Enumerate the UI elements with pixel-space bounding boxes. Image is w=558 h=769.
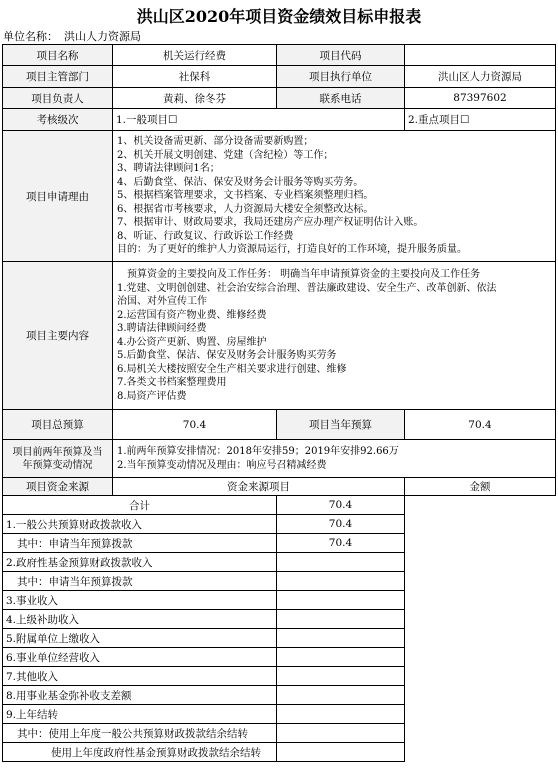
funds-row-name: 9.上年结转 bbox=[3, 705, 277, 724]
funds-row-amount: 70.4 bbox=[277, 496, 405, 515]
unit-label: 单位名称： bbox=[3, 30, 58, 43]
total-budget-label: 项目总预算 bbox=[3, 410, 113, 440]
reason-line: 4、后勤食堂、保洁、保安及财务会计服务等购买劳务。 bbox=[117, 176, 364, 188]
funds-row-name: 2.政府性基金预算财政拨款收入 bbox=[3, 553, 277, 572]
funds-row bbox=[3, 705, 556, 724]
total-budget-value: 70.4 bbox=[113, 410, 277, 440]
funds-source-label: 项目资金来源 bbox=[3, 478, 113, 496]
dept-label: 项目主管部门 bbox=[3, 66, 113, 88]
funds-row-amount bbox=[277, 648, 405, 667]
content-line: 5.后勤食堂、保洁、保安及财务会计服务购买劳务 bbox=[117, 350, 337, 361]
reason-line: 7、根据审计、财政局要求，我局还建房产应办理产权证明估计入账。 bbox=[117, 217, 424, 229]
form-title: 洪山区2020年项目资金绩效目标申报表 bbox=[136, 6, 422, 26]
reason-line: 3、聘请法律顾问1名； bbox=[117, 163, 220, 175]
reason-label: 项目申请理由 bbox=[3, 131, 113, 262]
funds-row-name: 6.事业单位经营收入 bbox=[3, 648, 277, 667]
reason-line: 2、机关开展文明创建、党建（含纪检）等工作； bbox=[117, 149, 334, 161]
prev-line: 2.当年预算变动情况及理由：响应号召精减经费 bbox=[117, 459, 327, 471]
funds-row-amount bbox=[277, 743, 405, 762]
level-option-key[interactable]: 2.重点项目☐ bbox=[405, 109, 556, 131]
funds-row-name: 合计 bbox=[3, 496, 277, 515]
project-code-value bbox=[405, 45, 556, 66]
funds-row bbox=[3, 743, 556, 762]
funds-header-source: 资金来源项目 bbox=[113, 478, 405, 496]
funds-row-name: 5.附属单位上缴收入 bbox=[3, 629, 277, 648]
content-line: 7.各类文书档案整理费用 bbox=[117, 377, 227, 388]
reason-line: 6、根据省市考核要求，人力资源局大楼安全须整改达标。 bbox=[117, 203, 374, 215]
funds-row-name: 使用上年度政府性基金预算财政拨款结余结转 bbox=[3, 743, 277, 762]
funds-row-amount bbox=[277, 724, 405, 743]
content-label: 项目主要内容 bbox=[3, 262, 113, 410]
content-line: 1.党建、文明创创建、社会治安综合治理、普法廉政建设、安全生产、改革创新、依法 bbox=[117, 282, 497, 294]
phone-label: 联系电话 bbox=[277, 88, 405, 109]
funds-row-amount bbox=[277, 667, 405, 686]
funds-row bbox=[3, 572, 556, 591]
content-line: 8.局资产评估费 bbox=[117, 390, 187, 402]
funds-row-name: 1.一般公共预算财政拨款收入 bbox=[3, 515, 277, 534]
reason-line: 1、机关设备需更新、部分设备需要新购置； bbox=[117, 136, 314, 148]
reason-line: 目的：为了更好的维护人力资源局运行，打造良好的工作环境，提升服务质量。 bbox=[117, 244, 467, 256]
funds-row-name: 其中：申请当年预算拨款 bbox=[3, 534, 277, 553]
leader-value: 黄莉、徐冬芬 bbox=[113, 88, 277, 109]
funds-row-amount bbox=[277, 629, 405, 648]
funds-row bbox=[3, 610, 556, 629]
funds-row bbox=[3, 629, 556, 648]
funds-row bbox=[3, 515, 556, 534]
declaration-table bbox=[2, 44, 556, 762]
prev-budget-text bbox=[113, 440, 556, 478]
level-option-general[interactable]: 1.一般项目☐ bbox=[113, 109, 405, 131]
funds-row-amount: 70.4 bbox=[277, 515, 405, 534]
prev-budget-label bbox=[3, 440, 113, 478]
content-line: 2.运营国有资产物业费、维修经费 bbox=[117, 309, 267, 321]
funds-row-amount bbox=[277, 686, 405, 705]
funds-row bbox=[3, 534, 556, 553]
unit-line bbox=[0, 30, 558, 44]
funds-row bbox=[3, 667, 556, 686]
exec-unit-label: 项目执行单位 bbox=[277, 66, 405, 88]
phone-value: 87397602 bbox=[405, 88, 556, 109]
content-line: 预算资金的主要投向及工作任务： 明确当年申请预算资金的主要投向及工作任务 bbox=[127, 269, 481, 280]
funds-row bbox=[3, 591, 556, 610]
year-budget-value: 70.4 bbox=[405, 410, 556, 440]
funds-row bbox=[3, 648, 556, 667]
funds-row-name: 7.其他收入 bbox=[3, 667, 277, 686]
funds-row-amount bbox=[277, 572, 405, 591]
prev-label-line: 年预算变动情况 bbox=[22, 459, 93, 471]
content-line: 3.聘请法律顾问经费 bbox=[117, 323, 207, 334]
exec-unit-value: 洪山区人力资源局 bbox=[405, 66, 556, 88]
funds-row-amount: 70.4 bbox=[277, 534, 405, 553]
project-name-label: 项目名称 bbox=[3, 45, 113, 66]
content-line: 4.办公资产更新、购置、房屋维护 bbox=[117, 336, 267, 348]
content-text bbox=[113, 262, 556, 410]
reason-line: 5、根据档案管理要求，文书档案、专业档案须整理归档。 bbox=[117, 190, 374, 202]
prev-label-line: 项目前两年预算及当 bbox=[12, 446, 103, 458]
funds-header-amount: 金额 bbox=[405, 478, 556, 496]
year-budget-label: 项目当年预算 bbox=[277, 410, 405, 440]
funds-row-name: 3.事业收入 bbox=[3, 591, 277, 610]
level-label: 考核级次 bbox=[3, 109, 113, 131]
funds-row-amount bbox=[277, 553, 405, 572]
funds-row-amount bbox=[277, 610, 405, 629]
reason-line: 8、听证、行政复议、行政诉讼工作经费 bbox=[117, 230, 294, 242]
funds-row-name: 其中：申请当年预算拨款 bbox=[3, 572, 277, 591]
funds-row bbox=[3, 686, 556, 705]
content-line: 治国、对外宣传工作 bbox=[117, 296, 207, 307]
leader-label: 项目负责人 bbox=[3, 88, 113, 109]
project-name-value: 机关运行经费 bbox=[113, 45, 277, 66]
unit-value: 洪山人力资源局 bbox=[64, 30, 141, 43]
prev-line: 1.前两年预算安排情况：2018年安排59；2019年安排92.66万 bbox=[117, 446, 399, 457]
funds-row-name: 4.上级补助收入 bbox=[3, 610, 277, 629]
funds-row bbox=[3, 496, 556, 515]
funds-row-name: 其中：使用上年度一般公共预算财政拨款结余结转 bbox=[3, 724, 277, 743]
funds-row-amount bbox=[277, 705, 405, 724]
project-code-label: 项目代码 bbox=[277, 45, 405, 66]
funds-row bbox=[3, 553, 556, 572]
funds-rows bbox=[3, 496, 556, 762]
dept-value: 社保科 bbox=[113, 66, 277, 88]
funds-row bbox=[3, 724, 556, 743]
reason-text bbox=[113, 131, 556, 262]
content-line: 6.局机关大楼按照安全生产相关要求进行创建、维修 bbox=[117, 363, 347, 375]
funds-row-name: 8.用事业基金弥补收支差额 bbox=[3, 686, 277, 705]
funds-row-amount bbox=[277, 591, 405, 610]
